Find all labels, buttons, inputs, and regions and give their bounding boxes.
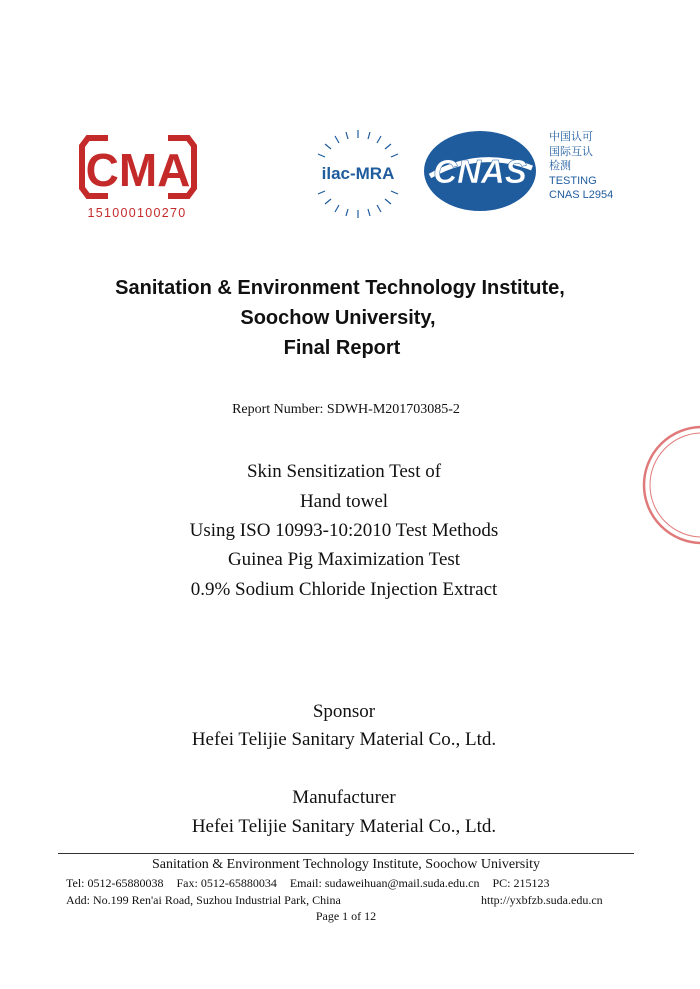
test-description-line: Skin Sensitization Test of (246, 461, 442, 482)
cnas-line: TESTING (549, 174, 597, 187)
footer-tel: Tel: 0512-65880038 (66, 876, 164, 890)
footer-fax: Fax: 0512-65880034 (176, 876, 277, 890)
page-number: Page 1 of 12 (315, 909, 377, 923)
test-description-line: Using ISO 10993-10:2010 Test Methods (189, 520, 499, 541)
footer-divider (58, 853, 634, 854)
cnas-accreditation-text (549, 130, 659, 203)
cnas-line: 国际互认 (549, 145, 593, 158)
footer-institute: Sanitation & Environment Technology Institute, Soochow University (152, 857, 540, 872)
footer-postcode: PC: 215123 (492, 876, 550, 890)
report-title-line-3: Final Report (283, 337, 401, 359)
footer-address: Add: No.199 Ren'ai Road, Suzhou Industrial Park, China (66, 893, 341, 907)
manufacturer-label: Manufacturer (292, 787, 396, 808)
ilac-mra-logo (304, 126, 412, 222)
cnas-logo (420, 128, 540, 214)
cma-text: CMA (85, 144, 191, 196)
cnas-line: 中国认可 (549, 131, 593, 143)
cma-number: 151000100270 (87, 206, 187, 220)
report-number: Report Number: SDWH-M201703085-2 (232, 402, 460, 417)
manufacturer-name: Hefei Telijie Sanitary Material Co., Ltd. (191, 816, 497, 837)
cnas-text: CNAS (433, 153, 527, 190)
sponsor-label: Sponsor (312, 701, 376, 722)
report-title-line-1: Sanitation & Environment Technology Institute, (115, 277, 565, 299)
footer-email: Email: sudaweihuan@mail.suda.edu.cn (289, 876, 480, 890)
report-title-line-2: Soochow University, (240, 307, 436, 329)
ilac-text: ilac-MRA (321, 164, 395, 183)
test-description-line: Guinea Pig Maximization Test (227, 549, 461, 570)
footer-contact (66, 876, 550, 891)
cnas-line: CNAS L2954 (549, 189, 614, 201)
test-description-line: Hand towel (299, 491, 389, 512)
sponsor-name: Hefei Telijie Sanitary Material Co., Ltd. (191, 729, 497, 750)
footer-url: http://yxbfzb.suda.edu.cn (481, 893, 603, 907)
test-description-line: 0.9% Sodium Chloride Injection Extract (190, 579, 498, 600)
cnas-line: 检测 (549, 160, 571, 172)
